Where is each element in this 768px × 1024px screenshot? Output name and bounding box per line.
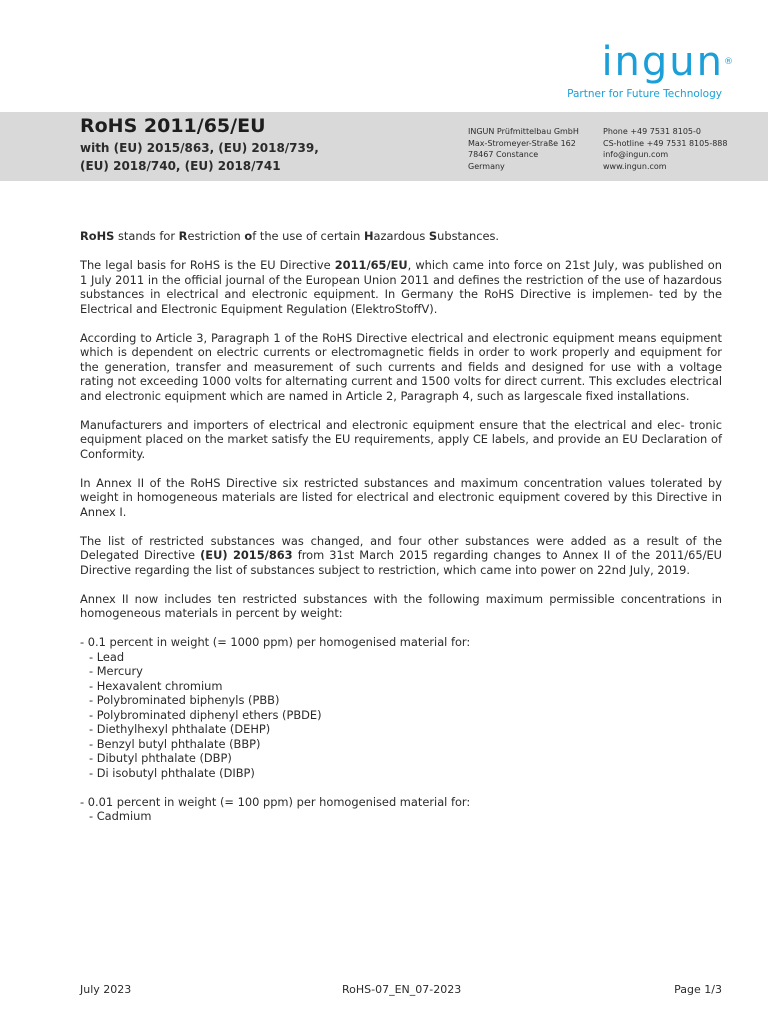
paragraph-legal-basis: The legal basis for RoHS is the EU Directive 2011/65/EU, which came into force on 21st July, was published on 1 July 2011 in the official journal of the European Union 2011 and defines the restriction of the use of hazardous substances in electrical and electronic equipment. In Germany the RoHS Directive is implemen- ted by the Electrical and Electronic Equipment Regulation (ElektroStoffV). — [80, 258, 722, 316]
contact-hotline: CS-hotline +49 7531 8105-888 — [603, 138, 728, 148]
list-item: - Diethylhexyl phthalate (DEHP) — [89, 722, 271, 736]
contact-email[interactable]: info@ingun.com — [603, 150, 669, 159]
paragraph-ten-substances: Annex II now includes ten restricted substances with the following maximum permissible concentrations in homogeneous materials in percent by weight: — [80, 591, 722, 620]
address-line: 78467 Constance — [468, 150, 539, 159]
contact-website[interactable]: www.ingun.com — [603, 161, 667, 171]
substance-sublist — [80, 809, 722, 824]
address-line: Max-Stromeyer-Straße 162 — [468, 138, 576, 148]
footer-page-number: Page 1/3 — [674, 983, 722, 996]
logo-text: ingun — [601, 39, 724, 85]
contact-phone: Phone +49 7531 8105-0 — [603, 127, 701, 136]
subtitle-line: with (EU) 2015/863, (EU) 2018/739, — [80, 141, 319, 155]
substance-list-100ppm — [80, 795, 722, 824]
company-address — [468, 126, 579, 172]
substance-sublist — [80, 650, 722, 781]
footer-document-id: RoHS-07_EN_07-2023 — [342, 983, 462, 996]
paragraph-delegated-directive: The list of restricted substances was changed, and four other substances were added as a result of the Delegated Directive (EU) 2015/863 from 31st March 2015 regarding changes to Annex II of the 2011/65/EU Directive regarding the list of substances subject to restriction, which came into power on 22nd July, 2019. — [80, 533, 722, 577]
list-item: - Polybrominated biphenyls (PBB) — [89, 693, 280, 707]
address-line: INGUN Prüfmittelbau GmbH — [468, 127, 579, 136]
document-title: RoHS 2011/65/EU — [80, 115, 266, 137]
footer-date: July 2023 — [80, 983, 132, 996]
logo-tagline: Partner for Future Technology — [567, 88, 722, 100]
list-item: - Cadmium — [89, 809, 152, 823]
company-contact — [603, 126, 727, 172]
subtitle-line: (EU) 2018/740, (EU) 2018/741 — [80, 159, 281, 173]
list-item: - Benzyl butyl phthalate (BBP) — [89, 736, 261, 751]
paragraph-annex-ii: In Annex II of the RoHS Directive six restricted substances and maximum concentration values tolerated by weight in homogeneous materials are listed for electrical and electronic equipment covered by this Directive in Annex I. — [80, 475, 722, 519]
logo-registered-mark: ® — [724, 57, 735, 67]
list-item: - Mercury — [89, 664, 143, 678]
document-body — [80, 229, 722, 838]
address-line: Germany — [468, 161, 505, 171]
list-item: - Dibutyl phthalate (DBP) — [89, 751, 232, 765]
list-item: - Hexavalent chromium — [89, 678, 223, 693]
paragraph-article-3: According to Article 3, Paragraph 1 of the RoHS Directive electrical and electronic equipment means equipment which is dependent on electric currents or electromagnetic fields in order to work properly and equipment for the generation, transfer and measurement of such currents and fields and designed for use with a voltage rating not exceeding 1000 volts for alternating current and 1500 volts for direct current. This excludes electrical and electronic equipment which are named in Article 2, Paragraph 4, such as largescale fixed installations. — [80, 330, 722, 403]
list-item: - Di isobutyl phthalate (DIBP) — [89, 765, 255, 780]
ingun-logo — [560, 39, 735, 100]
list-heading: - 0.01 percent in weight (= 100 ppm) per homogenised material for: — [80, 794, 471, 809]
list-item: - Lead — [89, 649, 125, 664]
list-item: - Polybrominated diphenyl ethers (PBDE) — [89, 707, 322, 722]
paragraph-rohs-definition: RoHS stands for Restriction of the use of certain Hazardous Substances. — [80, 229, 500, 243]
substance-list-1000ppm — [80, 635, 722, 780]
list-heading: - 0.1 percent in weight (= 1000 ppm) per homogenised material for: — [80, 635, 471, 649]
paragraph-manufacturers: Manufacturers and importers of electrical and electronic equipment ensure that the electrical and elec- tronic equipment placed on the market satisfy the EU requirements, apply CE labels, and provide an EU Declaration of Conformity. — [80, 417, 722, 461]
logo-wordmark — [560, 39, 735, 85]
document-subtitle — [80, 139, 410, 175]
